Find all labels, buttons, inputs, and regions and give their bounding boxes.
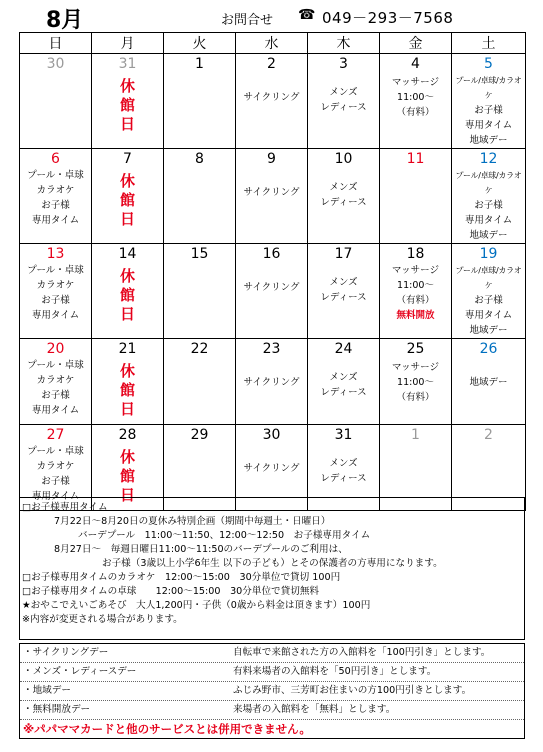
date-number: 6 bbox=[20, 149, 92, 169]
date-number: 31 bbox=[308, 425, 380, 445]
event-line: プール・卓球 bbox=[27, 446, 84, 457]
day-events bbox=[236, 358, 308, 425]
date-number: 1 bbox=[380, 425, 452, 445]
event-line: サイクリング bbox=[243, 92, 300, 103]
date-number: 29 bbox=[164, 425, 236, 445]
event-line: お子様 bbox=[41, 390, 70, 401]
closed-day-char: 休 bbox=[119, 448, 135, 466]
day-events bbox=[20, 263, 92, 339]
event-line: プール/卓球/カラオケ bbox=[455, 76, 522, 100]
day-events bbox=[308, 168, 380, 244]
day-events bbox=[452, 73, 526, 149]
date-number: 23 bbox=[236, 339, 308, 359]
warning-text: ※パパママカードと他のサービスとは併用できません。 bbox=[23, 722, 311, 736]
closed-day-char: 館 bbox=[119, 191, 135, 209]
date-number: 20 bbox=[20, 339, 92, 359]
event-line: お子様 bbox=[474, 200, 503, 211]
event-line: レディース bbox=[320, 387, 367, 398]
closed-day-char: 日 bbox=[119, 305, 135, 323]
closed-day-char: 休 bbox=[119, 77, 135, 95]
date-number: 11 bbox=[380, 149, 452, 169]
day-events bbox=[92, 73, 164, 149]
day-events bbox=[164, 168, 236, 244]
info-label: ・地域デー bbox=[23, 685, 71, 696]
event-line: 地域デー bbox=[469, 135, 508, 146]
warning-row bbox=[20, 720, 524, 738]
note-line: お子様（3歳以上小学6年生 以下の子ども）とその保護者の方専用になります。 bbox=[102, 558, 443, 569]
date-row bbox=[20, 149, 526, 169]
date-number: 24 bbox=[308, 339, 380, 359]
day-events bbox=[236, 263, 308, 339]
info-desc: 有料来場者の入館料を「50円引き」とします。 bbox=[233, 666, 437, 677]
event-line: お子様 bbox=[41, 200, 70, 211]
date-number: 28 bbox=[92, 425, 164, 445]
date-number: 3 bbox=[308, 54, 380, 74]
event-line: （有料） bbox=[396, 107, 435, 118]
event-line: サイクリング bbox=[243, 377, 300, 388]
event-line: メンズ bbox=[329, 372, 358, 383]
date-number: 27 bbox=[20, 425, 92, 445]
note-line: ★おやこでえいごあそび 大人1,200円・子供（0歳から料金は頂きます）100円 bbox=[22, 600, 371, 611]
event-line: 地域デー bbox=[469, 230, 508, 241]
event-line: メンズ bbox=[329, 182, 358, 193]
event-line: レディース bbox=[320, 102, 367, 113]
day-events bbox=[380, 168, 452, 244]
date-number: 5 bbox=[452, 54, 526, 74]
date-number: 8 bbox=[164, 149, 236, 169]
event-line: 地域デー bbox=[469, 377, 508, 388]
closed-day-char: 休 bbox=[119, 362, 135, 380]
calendar-table bbox=[19, 32, 526, 511]
day-events bbox=[20, 358, 92, 425]
event-line: マッサージ bbox=[392, 265, 439, 276]
weekday-sat: 土 bbox=[452, 33, 526, 54]
date-number: 19 bbox=[452, 244, 526, 264]
note-line: □お子様専用タイムの卓球 12:00～15:00 30分単位で貸切無料 bbox=[22, 586, 320, 597]
note-line: ※内容が変更される場合があります。 bbox=[22, 614, 183, 625]
event-line: 専用タイム bbox=[464, 120, 513, 131]
note-line: 8月27日～ 毎週日曜日11:00～11:50のバーデプールのご利用は、 bbox=[54, 544, 348, 555]
event-row bbox=[20, 358, 526, 425]
date-row bbox=[20, 425, 526, 445]
date-number: 4 bbox=[380, 54, 452, 74]
info-label: ・無料開放デー bbox=[23, 704, 91, 715]
event-line: 専用タイム bbox=[464, 215, 513, 226]
note-line: □お子様専用タイム bbox=[22, 502, 108, 513]
date-number: 15 bbox=[164, 244, 236, 264]
weekday-thu: 木 bbox=[308, 33, 380, 54]
event-line: プール・卓球 bbox=[27, 265, 84, 276]
event-line: プール/卓球/カラオケ bbox=[455, 266, 522, 290]
note-line: 7月22日～8月20日の夏休み特別企画（期間中毎週土・日曜日） bbox=[54, 516, 331, 527]
event-line: レディース bbox=[320, 197, 367, 208]
event-line: マッサージ bbox=[392, 77, 439, 88]
day-events bbox=[92, 263, 164, 339]
day-events bbox=[308, 263, 380, 339]
date-number: 12 bbox=[452, 149, 526, 169]
event-line: カラオケ bbox=[36, 375, 75, 386]
event-line: 11:00～ bbox=[397, 280, 434, 291]
phone-number: 049－293－7568 bbox=[322, 9, 454, 27]
weekday-tue: 火 bbox=[164, 33, 236, 54]
date-number: 9 bbox=[236, 149, 308, 169]
event-line: お子様 bbox=[474, 295, 503, 306]
weekday-fri: 金 bbox=[380, 33, 452, 54]
day-events bbox=[452, 263, 526, 339]
closed-day-char: 休 bbox=[119, 267, 135, 285]
day-events bbox=[20, 73, 92, 149]
closed-day-char: 日 bbox=[119, 486, 135, 504]
date-number: 31 bbox=[92, 54, 164, 74]
day-events bbox=[92, 358, 164, 425]
phone-icon: ☎ bbox=[298, 7, 316, 23]
event-line: プール・卓球 bbox=[27, 360, 84, 371]
day-events bbox=[164, 263, 236, 339]
date-number: 13 bbox=[20, 244, 92, 264]
event-line: 地域デー bbox=[469, 325, 508, 336]
event-line: 専用タイム bbox=[31, 405, 80, 416]
day-events bbox=[380, 263, 452, 339]
date-number: 18 bbox=[380, 244, 452, 264]
date-number: 30 bbox=[20, 54, 92, 74]
service-info-box bbox=[19, 643, 525, 739]
info-row bbox=[20, 682, 524, 701]
date-number: 22 bbox=[164, 339, 236, 359]
date-number: 14 bbox=[92, 244, 164, 264]
closed-day-char: 館 bbox=[119, 96, 135, 114]
free-open-label: 無料開放 bbox=[396, 310, 435, 321]
event-line: マッサージ bbox=[392, 362, 439, 373]
event-line: メンズ bbox=[329, 87, 358, 98]
closed-day-char: 館 bbox=[119, 286, 135, 304]
day-events bbox=[20, 168, 92, 244]
note-line: □お子様専用タイムのカラオケ 12:00～15:00 30分単位で貸切 100円 bbox=[22, 572, 341, 583]
date-row bbox=[20, 244, 526, 264]
date-number: 2 bbox=[452, 425, 526, 445]
event-line: 11:00～ bbox=[397, 377, 434, 388]
date-row bbox=[20, 54, 526, 74]
date-number: 26 bbox=[452, 339, 526, 359]
closed-day-char: 館 bbox=[119, 467, 135, 485]
event-line: お子様 bbox=[41, 295, 70, 306]
date-number: 21 bbox=[92, 339, 164, 359]
weekday-sun: 日 bbox=[20, 33, 92, 54]
day-events bbox=[452, 168, 526, 244]
weekday-header-row bbox=[20, 33, 526, 54]
event-line: （有料） bbox=[396, 295, 435, 306]
closed-day-char: 日 bbox=[119, 400, 135, 418]
event-line: 専用タイム bbox=[31, 215, 80, 226]
date-number: 10 bbox=[308, 149, 380, 169]
event-line: 専用タイム bbox=[464, 310, 513, 321]
event-line: プール/卓球/カラオケ bbox=[455, 171, 522, 195]
date-number: 16 bbox=[236, 244, 308, 264]
weekday-mon: 月 bbox=[92, 33, 164, 54]
day-events bbox=[236, 73, 308, 149]
event-line: レディース bbox=[320, 292, 367, 303]
event-line: レディース bbox=[320, 473, 367, 484]
closed-day-char: 休 bbox=[119, 172, 135, 190]
day-events bbox=[164, 73, 236, 149]
day-events bbox=[308, 358, 380, 425]
event-row bbox=[20, 168, 526, 244]
date-number: 2 bbox=[236, 54, 308, 74]
event-line: （有料） bbox=[396, 392, 435, 403]
day-events bbox=[308, 73, 380, 149]
info-desc: 自転車で来館された方の入館料を「100円引き」とします。 bbox=[233, 647, 491, 658]
info-row bbox=[20, 663, 524, 682]
date-number: 1 bbox=[164, 54, 236, 74]
closed-day-char: 館 bbox=[119, 381, 135, 399]
date-number: 30 bbox=[236, 425, 308, 445]
month-title: 8月 bbox=[46, 8, 84, 33]
day-events bbox=[380, 358, 452, 425]
info-row bbox=[20, 644, 524, 663]
closed-day-char: 日 bbox=[119, 115, 135, 133]
day-events bbox=[164, 358, 236, 425]
event-line: カラオケ bbox=[36, 280, 75, 291]
event-line: サイクリング bbox=[243, 282, 300, 293]
date-row bbox=[20, 339, 526, 359]
date-number: 25 bbox=[380, 339, 452, 359]
day-events bbox=[236, 168, 308, 244]
header bbox=[0, 0, 543, 32]
date-number: 7 bbox=[92, 149, 164, 169]
info-desc: 来場者の入館料を「無料」とします。 bbox=[233, 704, 396, 715]
event-row bbox=[20, 73, 526, 149]
info-desc: ふじみ野市、三芳町お住まいの方100円引きとします。 bbox=[233, 685, 472, 696]
date-number: 17 bbox=[308, 244, 380, 264]
event-line: 専用タイム bbox=[31, 491, 80, 502]
day-events bbox=[92, 168, 164, 244]
event-line: お子様 bbox=[474, 105, 503, 116]
event-line: メンズ bbox=[329, 277, 358, 288]
day-events bbox=[380, 73, 452, 149]
notes-box bbox=[19, 497, 525, 640]
info-label: ・メンズ・レディースデー bbox=[23, 666, 137, 677]
event-line: サイクリング bbox=[243, 463, 300, 474]
event-line: お子様 bbox=[41, 476, 70, 487]
event-line: カラオケ bbox=[36, 461, 75, 472]
event-line: カラオケ bbox=[36, 185, 75, 196]
info-row bbox=[20, 701, 524, 720]
note-line: バーデプール 11:00～11:50、12:00～12:50 お子様専用タイム bbox=[78, 530, 371, 541]
weekday-wed: 水 bbox=[236, 33, 308, 54]
event-line: 専用タイム bbox=[31, 310, 80, 321]
event-line: プール・卓球 bbox=[27, 170, 84, 181]
closed-day-char: 日 bbox=[119, 210, 135, 228]
event-line: メンズ bbox=[329, 458, 358, 469]
event-line: サイクリング bbox=[243, 187, 300, 198]
info-label: ・サイクリングデー bbox=[23, 647, 109, 658]
day-events bbox=[452, 358, 526, 425]
event-line: 11:00～ bbox=[397, 92, 434, 103]
event-row bbox=[20, 263, 526, 339]
calendar-body bbox=[20, 54, 526, 511]
contact-label: お問合せ bbox=[221, 13, 274, 28]
